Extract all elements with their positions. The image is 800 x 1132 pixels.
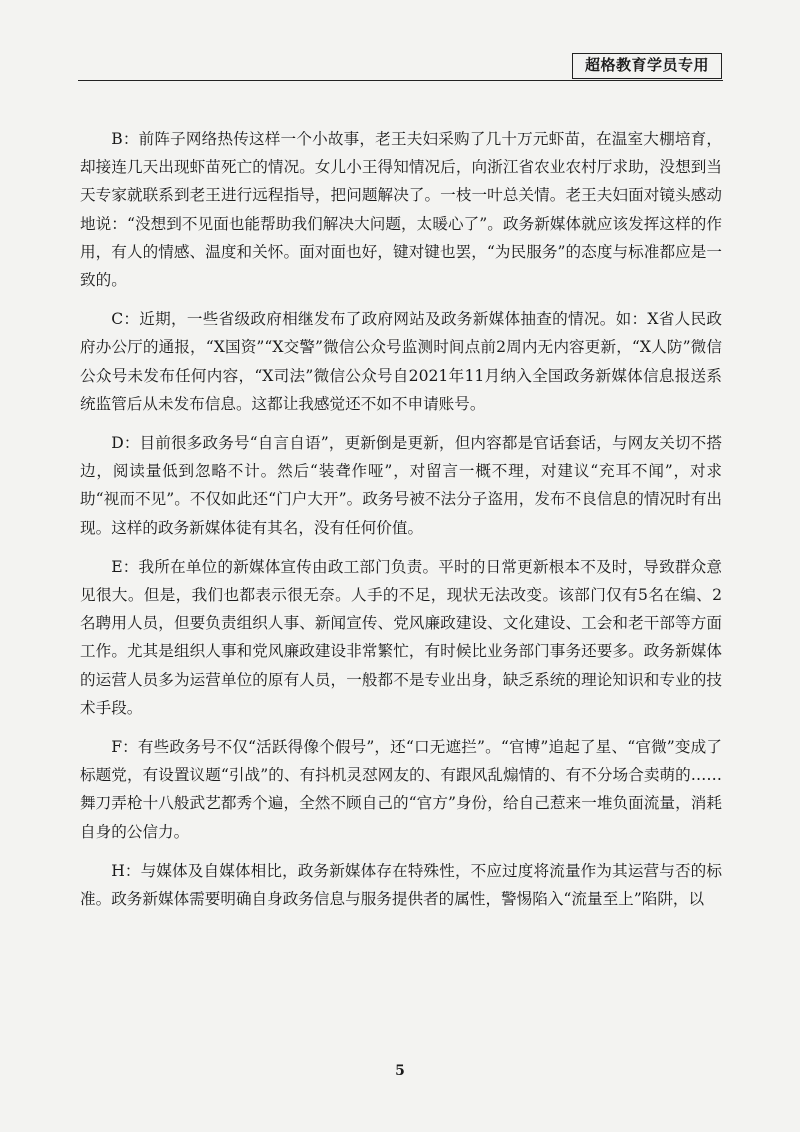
- paragraph-d: D：目前很多政务号“自言自语”，更新倒是更新，但内容都是官话套话，与网友关切不搭边，阅读量低到忽略不计。然后“装聋作哑”，对留言一概不理，对建议“充耳不闻”，对求助“视而不见”。不仅如此还“门户大开”。政务号被不法分子盗用，发布不良信息的情况时有出现。这样的政务新媒体徒有其名，没有任何价值。: [80, 434, 722, 537]
- header-rule: [78, 80, 723, 81]
- paragraph-c: C：近期，一些省级政府相继发布了政府网站及政务新媒体抽查的情况。如：X省人民政府办公厅的通报，“X国资”“X交警”微信公众号监测时间点前2周内无内容更新，“X人防”微信公众号未发布任何内容，“X司法”微信公众号自2021年11月纳入全国政务新媒体信息报送系统监管后从未发布信息。这都让我感觉还不如不申请账号。: [80, 310, 722, 413]
- header-badge: 超格教育学员专用: [572, 53, 722, 79]
- paragraph-f: F：有些政务号不仅“活跃得像个假号”，还“口无遮拦”。“官博”追起了星、“官微”变成了标题党，有设置议题“引战”的、有抖机灵怼网友的、有跟风乱煽情的、有不分场合卖萌的……舞刀弄枪十八般武艺都秀个遍，全然不顾自己的“官方”身份，给自己惹来一堆负面流量，消耗自身的公信力。: [80, 738, 722, 841]
- paragraph-e: E：我所在单位的新媒体宣传由政工部门负责。平时的日常更新根本不及时，导致群众意见很大。但是，我们也都表示很无奈。人手的不足，现状无法改变。该部门仅有5名在编、2名聘用人员，但要负责组织人事、新闻宣传、党风廉政建设、文化建设、工会和老干部等方面工作。尤其是组织人事和党风廉政建设非常繁忙，有时候比业务部门事务还要多。政务新媒体的运营人员多为运营单位的原有人员，一般都不是专业出身，缺乏系统的理论知识和专业的技术手段。: [80, 557, 722, 717]
- paragraph-h: H：与媒体及自媒体相比，政务新媒体存在特殊性，不应过度将流量作为其运营与否的标准。政务新媒体需要明确自身政务信息与服务提供者的属性，警惕陷入“流量至上”陷阱，以: [80, 861, 722, 909]
- page-number: 5: [395, 1063, 405, 1079]
- paragraph-b: B：前阵子网络热传这样一个小故事，老王夫妇采购了几十万元虾苗，在温室大棚培育，却接连几天出现虾苗死亡的情况。女儿小王得知情况后，向浙江省农业农村厅求助，没想到当天专家就联系到老王进行远程指导，把问题解决了。一枝一叶总关情。老王夫妇面对镜头感动地说：“没想到不见面也能帮助我们解决大问题，太暖心了”。政务新媒体就应该发挥这样的作用，有人的情感、温度和关怀。面对面也好，键对键也罢，“为民服务”的态度与标准都应是一致的。: [80, 130, 722, 290]
- document-body: [80, 125, 722, 924]
